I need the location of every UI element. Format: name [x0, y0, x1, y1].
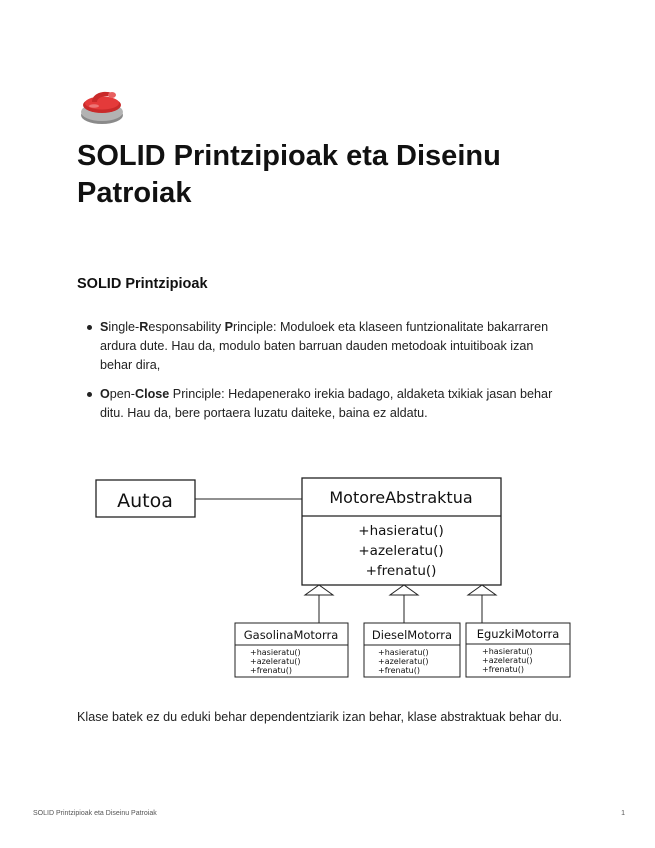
inheritance-arrowhead — [390, 585, 418, 595]
abstract-method: +hasieratu() — [358, 523, 444, 539]
inheritance-arrowhead — [305, 585, 333, 595]
eguzki-class-name: EguzkiMotorra — [476, 627, 560, 641]
gasolina-method: +azeleratu() — [250, 657, 301, 666]
eguzki-method: +hasieratu() — [482, 647, 533, 656]
principles-list — [78, 318, 568, 433]
autoa-class-name: Autoa — [117, 490, 173, 512]
body-paragraph: Klase batek ez du eduki behar dependentziarik izan behar, klase abstraktuak behar du. — [77, 710, 563, 724]
abstract-method: +frenatu() — [365, 563, 437, 579]
diesel-method: +frenatu() — [378, 666, 420, 675]
diesel-class-name: DieselMotorra — [371, 628, 453, 642]
diesel-method: +hasieratu() — [378, 648, 429, 657]
eguzki-method: +frenatu() — [482, 665, 524, 674]
section-heading: SOLID Printzipioak — [77, 276, 208, 292]
footer-document-title: SOLID Printzipioak eta Diseinu Patroiak — [33, 810, 157, 817]
diesel-method: +azeleratu() — [378, 657, 429, 666]
gasolina-class-name: GasolinaMotorra — [243, 628, 339, 642]
gasolina-method: +frenatu() — [250, 666, 292, 675]
abstract-class-name: MotoreAbstraktua — [329, 488, 473, 507]
curling-stone-logo-icon — [78, 84, 126, 126]
abstract-method: +azeleratu() — [358, 543, 444, 559]
bullet-single-responsibility: Single-Responsability Principle: Moduloek eta klaseen funtzionalitate bakarraren ardura dute. Hau da, modulo baten barruan dauden metodoak intuitiboak izan behar dira, — [78, 318, 568, 375]
eguzki-method: +azeleratu() — [482, 656, 533, 665]
footer-page-number: 1 — [621, 810, 625, 817]
gasolina-method: +hasieratu() — [250, 648, 301, 657]
bullet-open-close: Open-Close Principle: Hedapenerako irekia badago, aldaketa txikiak jasan behar ditu. Hau da, bere portaera luzatu daiteke, baina ez aldatu. — [78, 385, 568, 423]
document-title: SOLID Printzipioak eta Diseinu Patroiak — [77, 140, 501, 209]
uml-class-diagram — [90, 470, 580, 685]
inheritance-arrowhead — [468, 585, 496, 595]
